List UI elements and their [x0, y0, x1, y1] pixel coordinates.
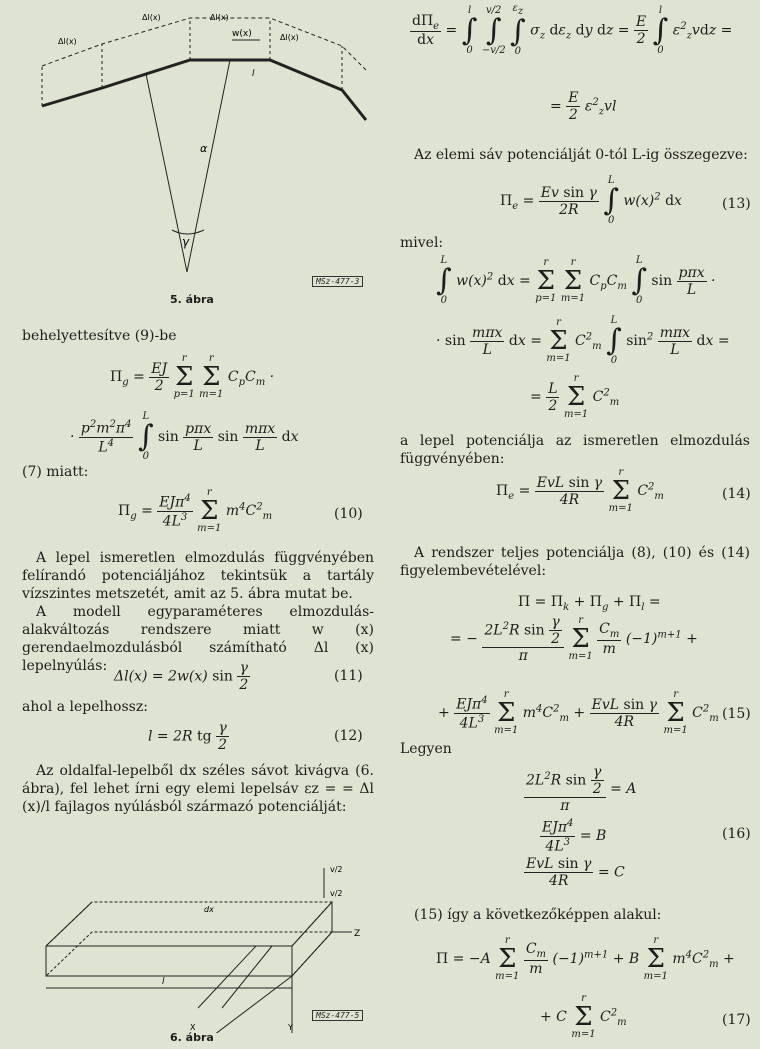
fig5-label-dl-3: Δl(x) [210, 13, 229, 22]
right-para-3: a lepel potenciálja az ismeretlen elmozdulás függvényében: [400, 433, 750, 467]
eq-12: l = 2R tg $\frac{\gamma}{2}$ [148, 720, 227, 753]
eq-dpi-dx-result: = $\frac{E}{2}$ $\varepsilon^2_zvl$ [550, 90, 617, 123]
eq-16-number: (16) [722, 826, 751, 842]
eq-15-line2: + $\frac{EJ\pi^4}{4L^3}$ r Σ m=1 $m^4C^2_m$ + $\frac{\text{EvL sin γ}}{4R}$ r Σ m=1 $C^2_m$ [438, 689, 719, 736]
eq-17-line1: Π = −A r Σ m=1 $\frac{C_m}{m}$ $(-1)^{m+1} + B$ r Σ m=1 $m^4C^2_m$ + [436, 935, 735, 982]
eq-pi-total: $\Pi = \Pi_k + \Pi_g + \Pi_l$ = [518, 594, 661, 613]
fig5-label-dl: Δl(x) [58, 37, 77, 46]
fig5-label-l: l [252, 69, 255, 79]
fig6-label-x: X [190, 1023, 196, 1032]
left-para-1: behelyettesítve (9)-be [22, 328, 177, 344]
fig5-caption: 5. ábra [170, 293, 214, 306]
fig6-label-v2: v/2 [330, 865, 343, 874]
eq-13-number: (13) [722, 196, 751, 212]
fig5-label-dl-4: Δl(x) [280, 33, 299, 42]
left-para-3: A lepel ismeretlen elmozdulás függvényében felírandó potenciáljához tekintsük a tartály vízszintes metszetét, amit az 5. ábra mutat be. [22, 550, 374, 602]
fig6-label-z: Z [354, 929, 361, 939]
eq-17-line2: + C r Σ m=1 $C^2_m$ [540, 993, 627, 1040]
eq-15-line1: = − $2L^2R$ sin $\frac{\gamma}{2}$ π r Σ m=1 $\frac{C_m}{m}$ $(-1)^{m+1}$ + [450, 614, 698, 664]
eq-integral-w2-line2: · sin $\frac{\text{mπx}}{L}$ dx = r Σ m=1 $C^2_m$ L ∫ 0 $\sin^2$ $\frac{\text{mπx}}{L}$ dx = [436, 315, 730, 366]
fig6-label-dx: dx [204, 905, 214, 914]
fig5-stamp: MSz-477-3 [312, 276, 363, 287]
eq-pi-g-line1: $\Pi_g$ = $\frac{EJ}{2}$ r Σ p=1 r Σ m=1 $C_pC_m$ · [110, 353, 275, 400]
eq-17-number: (17) [722, 1012, 751, 1028]
eq-integral-w2: L ∫ 0 $w(x)^2$ dx = r Σ p=1 r Σ m=1 $C_pC_m$ L ∫ 0 sin $\frac{\text{pπx}}{L}$ · [436, 255, 716, 306]
left-para-6: Az oldalfal-lepelből dx széles sávot kivágva (6. ábra), fel lehet írni egy elemi lepelsáv εz = = Δl (x)/l fajlagos nyúlásból származó potenciálját: [22, 763, 374, 815]
eq-dpi-dx: $\frac{d\Pi_e}{dx}$ = l ∫ 0 v/2 ∫ −v/2 εz ∫ 0 $\sigma_z$ $d\varepsilon_z$ dy dz = $\frac{E}{2}$ l ∫ 0 $\varepsilon^2_zvdz$ = [412, 3, 733, 57]
left-para-2: (7) miatt: [22, 464, 89, 480]
fig6-label-l: l [162, 977, 165, 987]
right-para-1: Az elemi sáv potenciálját 0-tól L-ig összegezve: [414, 147, 748, 163]
right-para-2: mivel: [400, 235, 444, 251]
fig6-stamp: MSz-477-5 [312, 1010, 363, 1021]
right-para-5: Legyen [400, 741, 452, 757]
figure-6 [22, 858, 374, 1033]
fig6-label-y: Y [288, 1023, 293, 1032]
right-para-6: (15) így a következőképpen alakul: [414, 907, 662, 923]
fig6-caption: 6. ábra [170, 1031, 214, 1044]
eq-10: $\Pi_g$ = $\frac{EJ\pi^4}{4L^3}$ r Σ m=1 $m^4C^2_m$ [118, 487, 273, 534]
eq-14-number: (14) [722, 486, 751, 502]
eq-integral-w2-result: = $\frac{L}{2}$ r Σ m=1 $C^2_m$ [530, 373, 620, 420]
left-para-4: A modell egyparaméteres elmozdulás-alakváltozás rendszere miatt w (x) gerendaelmozdulásból számítható Δl (x) lepelnyúlás: [22, 604, 374, 674]
eq-13: $\Pi_e$ = $\frac{\text{Ev sin γ}}{2R}$ L ∫ 0 $w(x)^2$ dx [500, 175, 682, 226]
right-para-4: A rendszer teljes potenciálja (8), (10) és (14) figyelembevételével: [400, 545, 750, 579]
eq-16-c: $\frac{\text{EvL sin γ}}{4R}$ = C [526, 856, 625, 889]
eq-14: $\Pi_e$ = $\frac{\text{EvL sin γ}}{4R}$ r Σ m=1 $C^2_m$ [496, 467, 664, 514]
eq-15-number: (15) [722, 706, 751, 722]
fig5-label-alpha: α [200, 142, 208, 155]
fig5-label-dl-2: Δl(x) [142, 13, 161, 22]
eq-11: Δl(x) = 2w(x) sin $\frac{\gamma}{2}$ [114, 660, 249, 693]
fig5-label-w: w(x) [232, 29, 252, 39]
figure-5 [22, 0, 374, 300]
eq-11-number: (11) [334, 668, 363, 684]
eq-pi-g-line2: · $\frac{p^2m^2\pi^4}{L^4}$ L ∫ 0 sin $\frac{\text{pπx}}{L}$ sin $\frac{\text{mπx}}{L}$ dx [70, 411, 299, 462]
fig5-label-gamma: γ [182, 235, 190, 249]
eq-12-number: (12) [334, 728, 363, 744]
fig6-label-v2-b: v/2 [330, 889, 343, 898]
eq-16-b: $\frac{EJ\pi^4}{4L^3}$ = B [542, 818, 607, 855]
eq-16-a: $2L^2R$ sin $\frac{\gamma}{2}$ π = A [526, 764, 637, 814]
left-para-5: ahol a lepelhossz: [22, 699, 148, 715]
eq-10-number: (10) [334, 506, 363, 522]
